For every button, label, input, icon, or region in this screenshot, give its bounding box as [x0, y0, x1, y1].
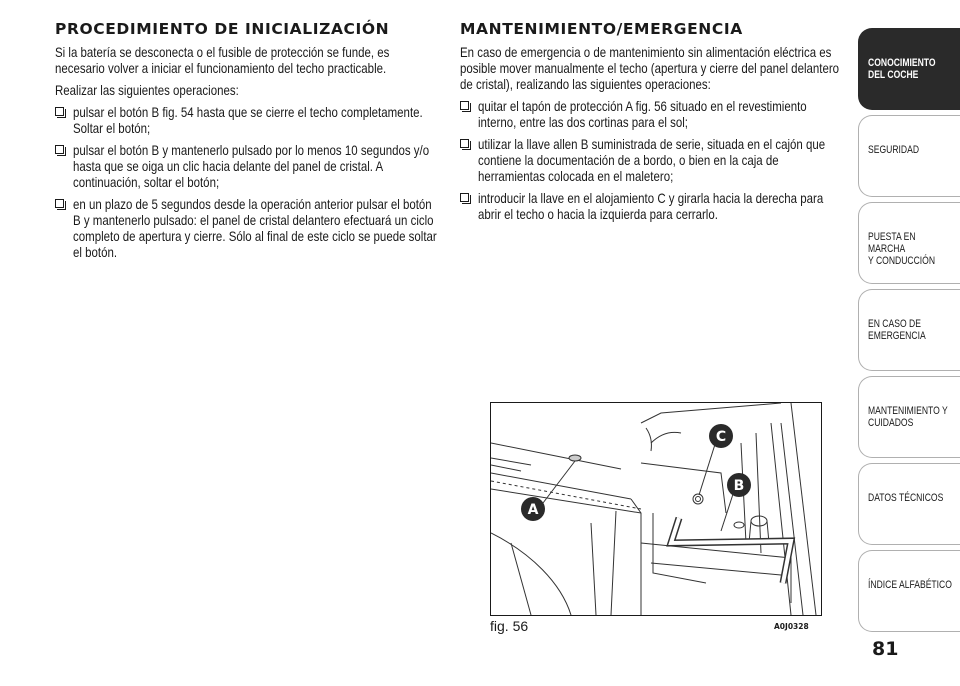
figure-code: A0J0328 — [774, 622, 809, 631]
initialization-intro: Si la batería se desconecta o el fusible de protección se funde, es necesario volver a iniciar el funcionamiento del techo practicable. — [55, 44, 390, 76]
list-item: introducir la llave en el alojamiento C y girarla hacia la derecha para abrir el techo o hacia la izquierda para cerrarlo. — [460, 190, 845, 222]
right-column — [460, 20, 845, 228]
checkbox-bullet-icon — [55, 199, 64, 208]
initialization-steps — [55, 104, 440, 260]
page-number: 81 — [872, 638, 899, 660]
tab-indice-alfabetico[interactable]: ÍNDICE ALFABÉTICO — [858, 550, 960, 632]
tab-conocimiento-del-coche[interactable]: CONOCIMIENTO DEL COCHE — [858, 28, 960, 110]
list-item: pulsar el botón B fig. 54 hasta que se cierre el techo completamente. Soltar el botón; — [55, 104, 440, 136]
checkbox-bullet-icon — [460, 101, 469, 110]
callout-c-label: C — [715, 429, 727, 445]
heading-initialization: PROCEDIMIENTO DE INICIALIZACIÓN — [55, 20, 390, 38]
maintenance-intro: En caso de emergencia o de mantenimiento sin alimentación eléctrica es posible mover manualmente el techo (apertura y cierre del panel delantero de cristal), realizando las siguientes operaciones: — [460, 44, 840, 92]
maintenance-steps — [460, 98, 845, 222]
tab-seguridad[interactable]: SEGURIDAD — [858, 115, 960, 197]
heading-maintenance: MANTENIMIENTO/EMERGENCIA — [460, 20, 743, 38]
checkbox-bullet-icon — [55, 107, 64, 116]
figure-caption: fig. 56 — [490, 618, 529, 634]
tab-mantenimiento[interactable]: MANTENIMIENTO Y CUIDADOS — [858, 376, 960, 458]
checkbox-bullet-icon — [55, 145, 64, 154]
figure-56-illustration — [490, 402, 822, 616]
callout-b-label: B — [733, 478, 745, 494]
checkbox-bullet-icon — [460, 193, 469, 202]
roof-allen-key-drawing — [491, 403, 821, 615]
list-item: en un plazo de 5 segundos desde la operación anterior pulsar el botón B y mantenerlo pulsado: el panel de cristal delantero efectuará un ciclo completo de apertura y cierre. Sólo al final de este ciclo se puede soltar el botón. — [55, 196, 440, 260]
tab-en-caso-de-emergencia[interactable]: EN CASO DE EMERGENCIA — [858, 289, 960, 371]
list-item: pulsar el botón B y mantenerlo pulsado por lo menos 10 segundos y/o hasta que se oiga un clic hacia delante del panel de cristal. A continuación, soltar el botón; — [55, 142, 440, 190]
list-item: quitar el tapón de protección A fig. 56 situado en el revestimiento interno, entre las dos cortinas para el sol; — [460, 98, 845, 130]
tab-puesta-en-marcha[interactable]: PUESTA EN MARCHA Y CONDUCCIÓN — [858, 202, 960, 284]
initialization-instruction: Realizar las siguientes operaciones: — [55, 82, 239, 98]
chapter-tabs — [858, 28, 960, 637]
left-column — [55, 20, 440, 266]
list-item: utilizar la llave allen B suministrada de serie, situada en el cajón que contiene la documentación de a bordo, o bien en la caja de herramientas colocada en el maletero; — [460, 136, 845, 184]
callout-a-label: A — [527, 502, 539, 518]
checkbox-bullet-icon — [460, 139, 469, 148]
tab-datos-tecnicos[interactable]: DATOS TÉCNICOS — [858, 463, 960, 545]
